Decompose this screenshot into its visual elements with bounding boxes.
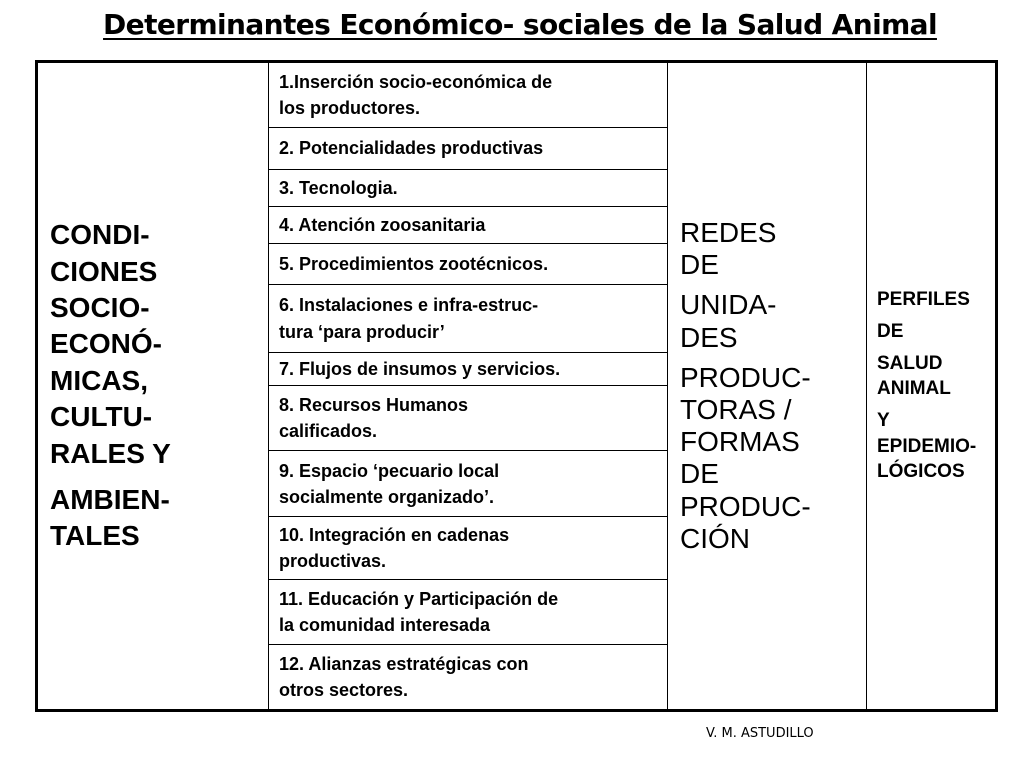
profiles-line: DE <box>877 320 904 342</box>
networks-line: FORMAS <box>680 426 800 458</box>
determinant-text: 5. Procedimientos zootécnicos. <box>279 253 549 274</box>
author-credit: V. M. ASTUDILLO <box>706 726 814 741</box>
conditions-line: SOCIO- <box>50 292 150 324</box>
determinant-text: 11. Educación y Participación de <box>279 589 559 609</box>
determinant-text: 6. Instalaciones e infra-estruc- <box>279 295 539 316</box>
determinant-text: la comunidad interesada <box>279 615 491 636</box>
determinant-item-9 <box>269 451 668 517</box>
determinant-item-7 <box>269 353 668 386</box>
determinant-text: socialmente organizado’. <box>279 486 495 507</box>
determinant-text: 9. Espacio ‘pecuario local <box>279 460 500 481</box>
determinant-item-3 <box>269 170 668 207</box>
conditions-line: CONDI- <box>50 219 150 251</box>
determinant-text: 1.Inserción socio-económica de <box>279 71 553 92</box>
conditions-line: TALES <box>50 520 140 552</box>
determinant-item-8 <box>269 386 668 451</box>
profiles-line: EPIDEMIO- <box>877 435 977 457</box>
networks-line: UNIDA- <box>680 289 777 321</box>
determinant-text: 8. Recursos Humanos <box>279 395 469 415</box>
profiles-line: ANIMAL <box>877 378 951 400</box>
determinant-item-1 <box>269 62 668 128</box>
determinant-text: productivas. <box>279 551 387 572</box>
profiles-line: LÓGICOS <box>877 461 965 483</box>
determinant-text: 2. Potencialidades productivas <box>279 138 544 159</box>
determinant-item-4 <box>269 207 668 244</box>
determinant-text: 12. Alianzas estratégicas con <box>279 654 529 674</box>
determinant-text: calificados. <box>279 421 378 442</box>
networks-line: REDES <box>680 217 777 249</box>
determinant-text: 7. Flujos de insumos y servicios. <box>279 359 561 379</box>
determinant-text: tura ‘para producir’ <box>279 321 445 342</box>
determinant-text: 4. Atención zoosanitaria <box>279 214 486 235</box>
page-title: Determinantes Económico- sociales de la Salud Animal <box>103 8 937 41</box>
networks-line: TORAS / <box>680 394 792 426</box>
conditions-line: RALES Y <box>50 437 171 469</box>
profiles-line: Y <box>877 409 890 431</box>
networks-line: DES <box>680 321 738 353</box>
determinant-item-5 <box>269 244 668 285</box>
profiles-line: PERFILES <box>877 289 970 311</box>
determinant-item-6 <box>269 285 668 353</box>
conditions-line: ECONÓ- <box>50 328 162 360</box>
profiles-cell <box>867 62 997 711</box>
determinant-text: otros sectores. <box>279 680 409 701</box>
profiles-line: SALUD <box>877 352 943 374</box>
networks-line: DE <box>680 249 719 281</box>
determinant-item-11 <box>269 580 668 645</box>
networks-line: CIÓN <box>680 522 750 554</box>
determinant-text: 10. Integración en cadenas <box>279 525 510 545</box>
conditions-line: AMBIEN- <box>50 484 170 516</box>
determinant-text: 3. Tecnologia. <box>279 177 398 198</box>
determinants-table <box>35 60 998 712</box>
conditions-line: CIONES <box>50 255 158 287</box>
networks-line: DE <box>680 458 719 490</box>
networks-cell <box>668 62 867 711</box>
determinant-text: los productores. <box>279 98 421 118</box>
conditions-cell <box>37 62 269 711</box>
conditions-line: MICAS, <box>50 364 148 396</box>
networks-line: PRODUC- <box>680 490 811 522</box>
determinant-item-10 <box>269 517 668 580</box>
determinant-item-12 <box>269 645 668 711</box>
conditions-line: CULTU- <box>50 401 153 433</box>
networks-line: PRODUC- <box>680 361 811 393</box>
determinant-item-2 <box>269 128 668 170</box>
